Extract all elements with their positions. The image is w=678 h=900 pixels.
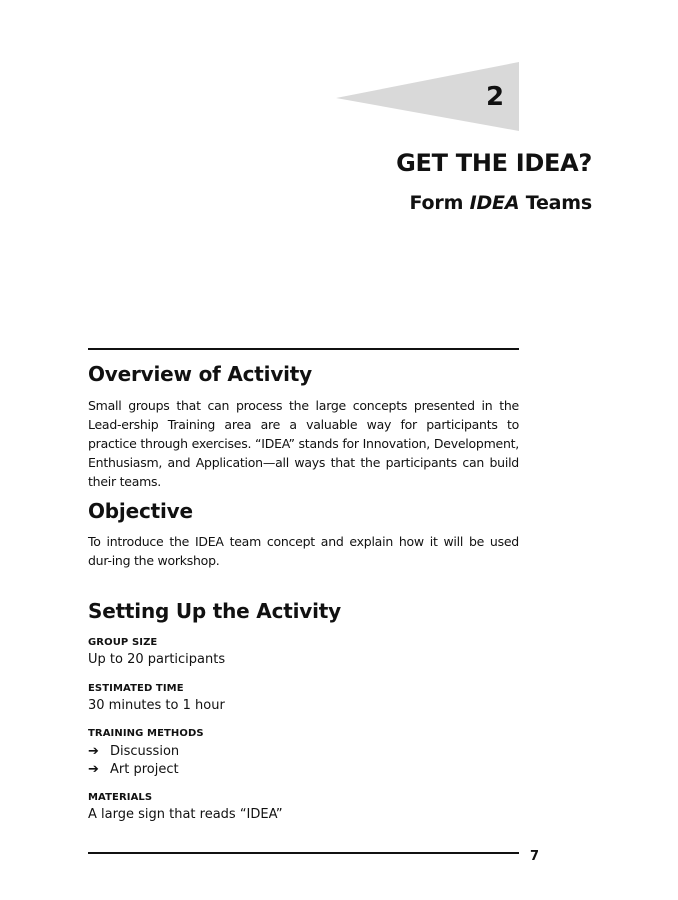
chapter-title: GET THE IDEA? xyxy=(396,149,592,177)
training-methods-label: TRAINING METHODS xyxy=(88,728,204,739)
materials-value: A large sign that reads “IDEA” xyxy=(88,807,283,822)
objective-heading: Objective xyxy=(88,499,193,523)
group-size-label: GROUP SIZE xyxy=(88,637,158,648)
training-methods-list xyxy=(88,743,179,779)
overview-heading: Overview of Activity xyxy=(88,362,313,386)
objective-text: To introduce the IDEA team concept and explain how it will be used dur-ing the workshop. xyxy=(88,534,519,568)
estimated-time-value: 30 minutes to 1 hour xyxy=(88,698,225,713)
chapter-subtitle-emphasis: IDEA xyxy=(469,192,520,214)
list-item xyxy=(88,743,179,761)
chapter-subtitle-prefix: Form xyxy=(409,192,470,214)
chapter-number: 2 xyxy=(485,82,505,112)
chapter-subtitle-suffix: Teams xyxy=(519,192,592,214)
setup-heading: Setting Up the Activity xyxy=(88,599,341,623)
training-method-label: Art project xyxy=(110,762,179,777)
arrow-right-icon: ➔ xyxy=(88,762,99,777)
overview-text: Small groups that can process the large concepts presented in the Lead-ership Training area are a valuable way for participants to practice through exercises. “IDEA” stands for Innovation, Development, Enthusiasm, and Application—all ways that the participants can build their teams. xyxy=(88,398,519,489)
group-size-value: Up to 20 participants xyxy=(88,652,226,667)
estimated-time-label: ESTIMATED TIME xyxy=(88,683,184,694)
chapter-subtitle xyxy=(410,189,592,217)
bottom-divider xyxy=(88,852,519,854)
top-divider xyxy=(88,348,519,350)
training-method-label: Discussion xyxy=(110,744,180,759)
arrow-right-icon: ➔ xyxy=(88,744,99,759)
list-item xyxy=(88,761,179,779)
materials-label: MATERIALS xyxy=(88,792,153,803)
page-number: 7 xyxy=(530,849,540,864)
